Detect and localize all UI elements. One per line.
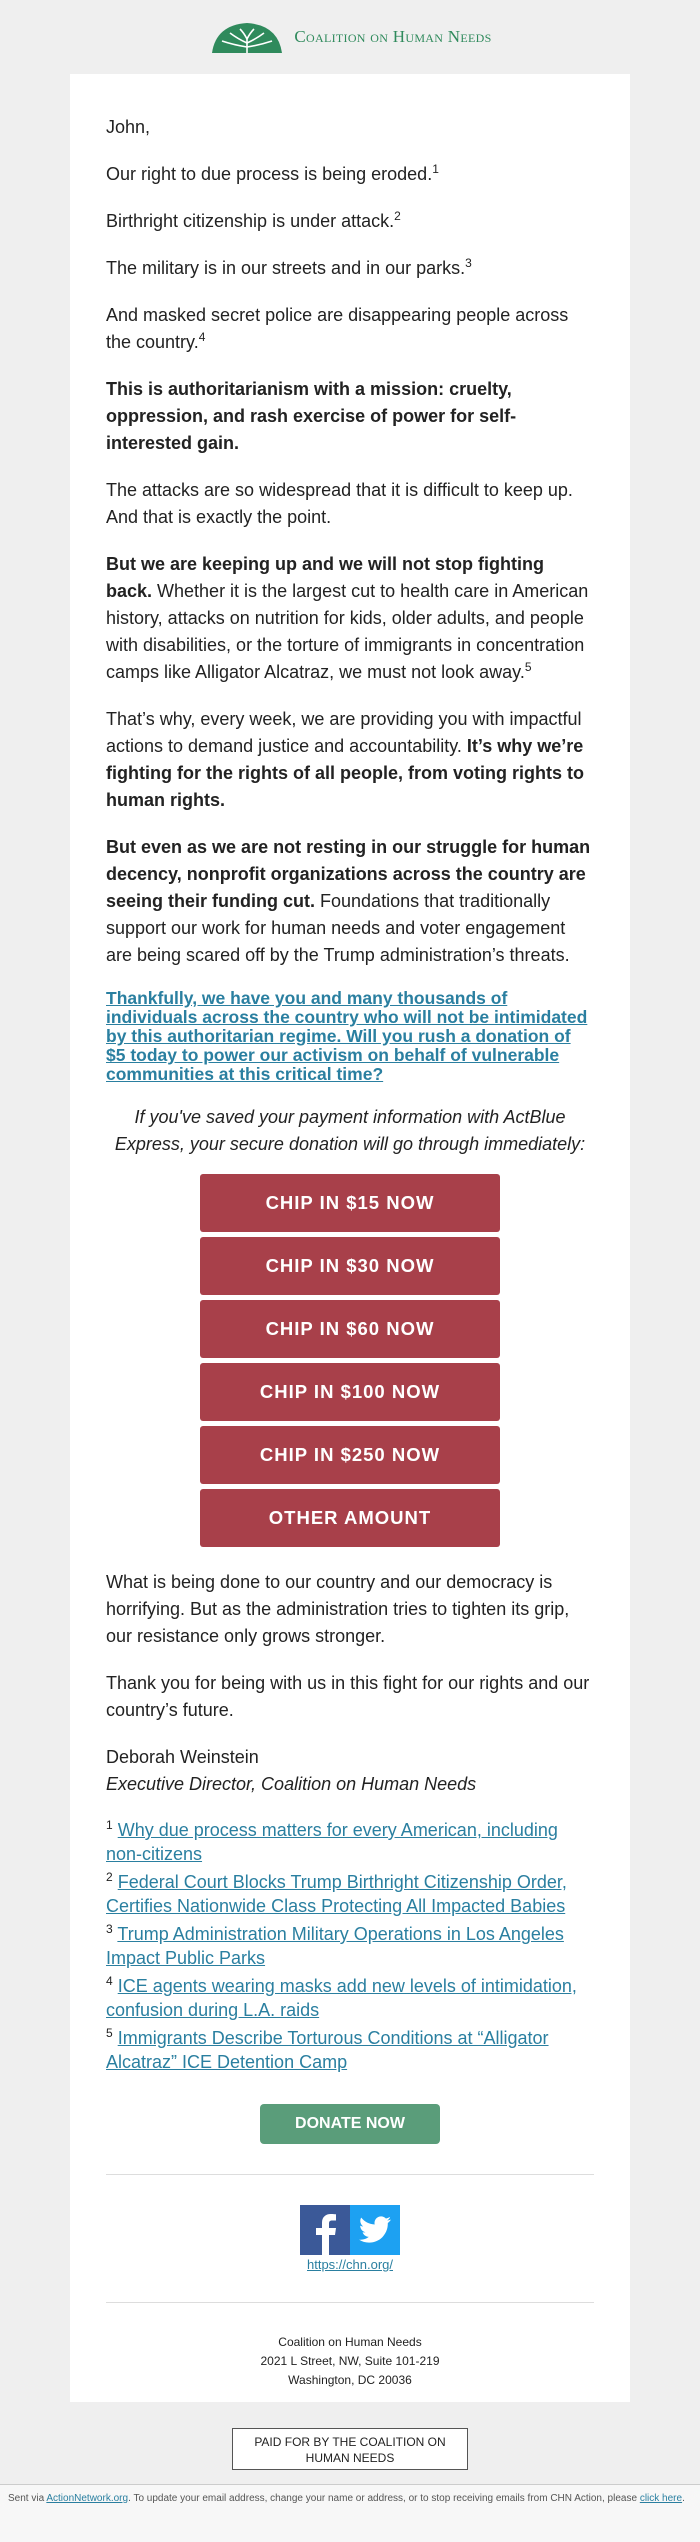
actblue-express-note: If you've saved your payment information with ActBlue Express, your secure donation will go through immediately: [114,1107,586,1154]
org-name: Coalition on Human Needs [294,27,492,46]
signer-title: Executive Director, Coalition on Human Needs [106,1774,477,1794]
footnote-item: $^2$ Federal Court Blocks Trump Birthright Citizenship Order, Certifies Nationwide Class Protecting All Impacted Babies [106,1870,567,1916]
signer-name: Deborah Weinstein [106,1747,259,1767]
paragraph: That’s why, every week, we are providing you with impactful actions to demand justice and accountability. It’s why we’re fighting for the rights of all people, from voting rights to human rights. [106,709,584,810]
paid-for-disclaimer: PAID FOR BY THE COALITION ON HUMAN NEEDS [232,2428,468,2470]
footnote-link[interactable]: ICE agents wearing masks add new levels of intimidation, confusion during L.A. raids [106,1976,577,2020]
website-link[interactable]: https://chn.org/ [307,2257,393,2272]
social-links [106,2205,594,2272]
paragraph: Our right to due process is being eroded.$^1$ [106,162,439,184]
chip-in-250-button[interactable]: CHIP IN $250 NOW [200,1426,500,1484]
footnote-link[interactable]: Why due process matters for every American, including non-citizens [106,1820,558,1864]
tree-icon [208,19,286,55]
footnote-ref: 3 [465,256,472,270]
footnote-item: $^3$ Trump Administration Military Operations in Los Angeles Impact Public Parks [106,1922,564,1968]
paragraph-bold: This is authoritarianism with a mission: cruelty, oppression, and rash exercise of power for self-interested gain. [106,379,517,453]
email-body [70,74,630,2402]
email-header [0,0,700,74]
footnote-item: $^1$ Why due process matters for every American, including non-citizens [106,1818,558,1864]
paragraph: Thank you for being with us in this fight for our rights and our country’s future. [106,1673,590,1720]
donation-ask-link[interactable]: Thankfully, we have you and many thousands of individuals across the country who will not be intimidated by this authoritarian regime. Will you rush a donation of $5 today to power our activism on behalf of vulnerable communities at this critical time? [106,988,588,1084]
paragraph: What is being done to our country and our democracy is horrifying. But as the administration tries to tighten its grip, our resistance only grows stronger. [106,1572,570,1646]
chip-in-30-button[interactable]: CHIP IN $30 NOW [200,1237,500,1295]
divider [106,2302,594,2303]
donation-buttons [106,1174,594,1547]
unsubscribe-footer: Sent via ActionNetwork.org. To update your email address, change your name or address, or to stop receiving emails from CHN Action, please click here. [0,2484,700,2542]
footnote-link[interactable]: Trump Administration Military Operations in Los Angeles Impact Public Parks [106,1924,564,1968]
paragraph: But we are keeping up and we will not stop fighting back. Whether it is the largest cut to health care in American history, attacks on nutrition for kids, older adults, and people with disabilities, or the torture of immigrants in concentration camps like Alligator Alcatraz, we must not look away.$^5$ [106,554,589,682]
footnote-item: $^4$ ICE agents wearing masks add new levels of intimidation, confusion during L.A. raids [106,1974,577,2020]
click-here-link[interactable]: click here [639,2493,683,2504]
paragraph: The attacks are so widespread that it is difficult to keep up. And that is exactly the point. [106,480,573,527]
paragraph: Birthright citizenship is under attack.$^2$ [106,209,401,231]
facebook-icon[interactable] [300,2205,350,2255]
greeting: John, [106,117,151,137]
other-amount-button[interactable]: OTHER AMOUNT [200,1489,500,1547]
donate-now-button[interactable]: DONATE NOW [260,2104,440,2144]
chip-in-60-button[interactable]: CHIP IN $60 NOW [200,1300,500,1358]
paragraph: But even as we are not resting in our struggle for human decency, nonprofit organizations across the country are seeing their funding cut. Foundations that traditionally support our work for human needs and voter engagement are being scared off by the Trump administration’s threats. [106,837,591,965]
footnote-link[interactable]: Immigrants Describe Torturous Conditions at “Alligator Alcatraz” ICE Detention Camp [106,2028,549,2072]
paragraph: And masked secret police are disappearing people across the country.$^4$ [106,305,569,352]
footnote-item: $^5$ Immigrants Describe Torturous Conditions at “Alligator Alcatraz” ICE Detention Camp [106,2026,549,2072]
footnotes [106,1818,594,2074]
org-logo[interactable] [208,19,491,55]
footnote-ref: 5 [524,660,532,674]
actionnetwork-link[interactable]: ActionNetwork.org [46,2493,129,2504]
twitter-icon[interactable] [350,2205,400,2255]
paragraph: The military is in our streets and in our parks.$^3$ [106,256,472,278]
footnote-ref: 1 [432,162,439,176]
chip-in-15-button[interactable]: CHIP IN $15 NOW [200,1174,500,1232]
footnote-ref: 4 [198,330,206,344]
mailing-address: Coalition on Human Needs 2021 L Street, NW, Suite 101-219 Washington, DC 20036 [260,2335,440,2387]
footnote-link[interactable]: Federal Court Blocks Trump Birthright Citizenship Order, Certifies Nationwide Class Protecting All Impacted Babies [106,1872,567,1916]
chip-in-100-button[interactable]: CHIP IN $100 NOW [200,1363,500,1421]
divider [106,2174,594,2175]
footnote-ref: 2 [394,209,401,223]
